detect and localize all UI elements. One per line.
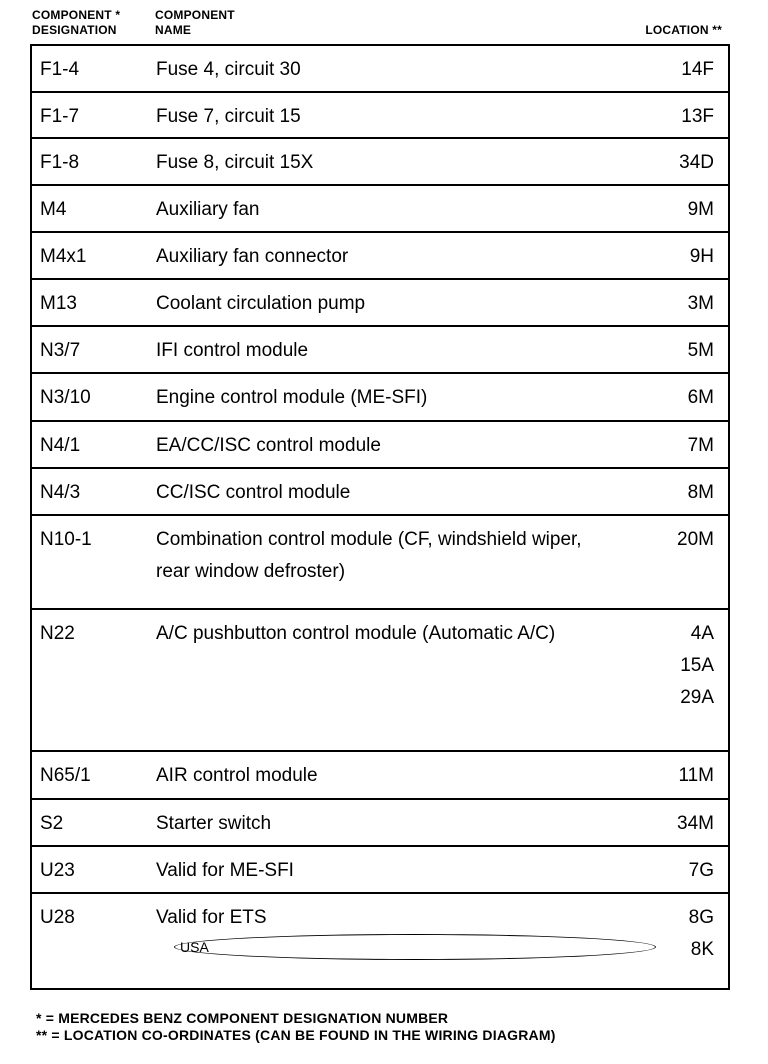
location-coordinate: 6M (687, 387, 714, 408)
component-location (680, 618, 714, 714)
location-coordinate: 5M (687, 340, 714, 361)
table-row (32, 800, 728, 847)
component-name-line: Coolant circulation pump (156, 293, 366, 314)
component-name-line: Fuse 7, circuit 15 (156, 106, 301, 127)
location-coordinate: 34D (679, 152, 714, 173)
component-designation: N65/1 (40, 765, 91, 786)
component-location (688, 194, 714, 226)
component-name-line: IFI control module (156, 340, 309, 361)
header-location (645, 23, 722, 38)
component-name (156, 194, 656, 226)
component-name (156, 382, 656, 414)
component-name-line (156, 902, 656, 960)
location-coordinate: 8M (687, 482, 714, 503)
component-name (156, 855, 656, 887)
component-location (679, 147, 714, 179)
footnote-location: ** = LOCATION CO-ORDINATES (CAN BE FOUND IN THE WIRING DIAGRAM) (36, 1027, 556, 1043)
component-designation: N4/3 (40, 482, 81, 503)
component-designation: U28 (40, 907, 75, 928)
location-coordinate: 14F (681, 59, 714, 80)
header-name (155, 8, 235, 38)
table-row (32, 847, 728, 894)
table-row (32, 752, 728, 800)
component-location (690, 241, 714, 273)
table-row (32, 469, 728, 516)
component-location (677, 808, 714, 840)
component-name (156, 335, 656, 367)
location-coordinate: 8G (688, 907, 714, 928)
table-row (32, 139, 728, 186)
component-location (681, 54, 714, 86)
location-coordinate: 9H (689, 246, 714, 267)
component-name (156, 430, 656, 462)
component-table (30, 44, 730, 990)
component-designation: F1-8 (40, 152, 80, 173)
component-location (688, 335, 714, 367)
location-coordinate: 13F (681, 106, 714, 127)
usa-seal-icon: USA (174, 934, 656, 960)
header-name-line-2: NAME (155, 23, 192, 37)
location-coordinate: 29A (680, 687, 714, 708)
component-designation: M4 (40, 199, 67, 220)
component-designation: N4/1 (40, 435, 81, 456)
component-name-line: AIR control module (156, 765, 318, 786)
location-coordinate: 4A (690, 623, 714, 644)
table-row (32, 516, 728, 610)
table-row (32, 374, 728, 422)
component-name-line: Fuse 8, circuit 15X (156, 152, 314, 173)
component-name-text: Valid for ETS (156, 907, 267, 928)
component-name (156, 241, 656, 273)
component-location (689, 902, 714, 966)
footnotes (36, 1010, 556, 1044)
component-name (156, 524, 656, 588)
component-location (688, 382, 714, 414)
location-coordinate: 8K (690, 939, 714, 960)
component-name (156, 618, 656, 650)
table-row (32, 233, 728, 280)
component-name (156, 477, 656, 509)
table-row (32, 93, 728, 139)
header-designation-line-1: COMPONENT * (32, 8, 121, 22)
header-location-label: LOCATION ** (645, 23, 722, 37)
location-coordinate: 3M (687, 293, 714, 314)
location-coordinate: 20M (677, 529, 714, 550)
component-name (156, 101, 656, 133)
component-designation: N10-1 (40, 529, 92, 550)
location-coordinate: 15A (680, 655, 714, 676)
component-name (156, 147, 656, 179)
component-location (678, 760, 714, 792)
table-row (32, 327, 728, 374)
component-name (156, 808, 656, 840)
component-name-line: A/C pushbutton control module (Automatic A/C) (156, 623, 556, 644)
component-designation: U23 (40, 860, 75, 881)
table-row (32, 894, 728, 988)
component-location (681, 101, 714, 133)
component-designation: F1-4 (40, 59, 80, 80)
component-name-line: Auxiliary fan connector (156, 246, 349, 267)
table-row (32, 46, 728, 93)
component-designation: F1-7 (40, 106, 80, 127)
component-location (677, 524, 714, 556)
location-coordinate: 7M (687, 435, 714, 456)
component-location (688, 477, 714, 509)
component-location (688, 288, 714, 320)
component-name (156, 288, 656, 320)
footnote-designation: * = MERCEDES BENZ COMPONENT DESIGNATION NUMBER (36, 1010, 449, 1026)
component-name-line: Fuse 4, circuit 30 (156, 59, 301, 80)
component-name-line: CC/ISC control module (156, 482, 351, 503)
component-location (689, 855, 714, 887)
component-designation: N3/10 (40, 387, 91, 408)
header-designation (32, 8, 120, 38)
table-row (32, 186, 728, 233)
component-name-line: EA/CC/ISC control module (156, 435, 381, 456)
component-designation: S2 (40, 813, 64, 834)
location-coordinate: 34M (677, 813, 714, 834)
component-name-line: Starter switch (156, 813, 272, 834)
component-location (688, 430, 714, 462)
component-name (156, 760, 656, 792)
table-row (32, 610, 728, 752)
component-name (156, 54, 656, 86)
component-name-line: Valid for ME-SFI (156, 860, 294, 881)
component-designation: M4x1 (40, 246, 87, 267)
table-row (32, 422, 728, 469)
component-designation: M13 (40, 293, 77, 314)
component-name (156, 902, 656, 960)
location-coordinate: 7G (688, 860, 714, 881)
header-designation-line-2: DESIGNATION (32, 23, 117, 37)
component-name-line: Auxiliary fan (156, 199, 260, 220)
component-designation: N22 (40, 623, 75, 644)
location-coordinate: 9M (687, 199, 714, 220)
location-coordinate: 11M (678, 765, 714, 786)
table-row (32, 280, 728, 327)
component-name-line: Combination control module (CF, windshield wiper, (156, 529, 582, 550)
component-name-line: rear window defroster) (156, 561, 346, 582)
header-name-line-1: COMPONENT (155, 8, 235, 22)
component-designation: N3/7 (40, 340, 81, 361)
component-name-line: Engine control module (ME-SFI) (156, 387, 428, 408)
